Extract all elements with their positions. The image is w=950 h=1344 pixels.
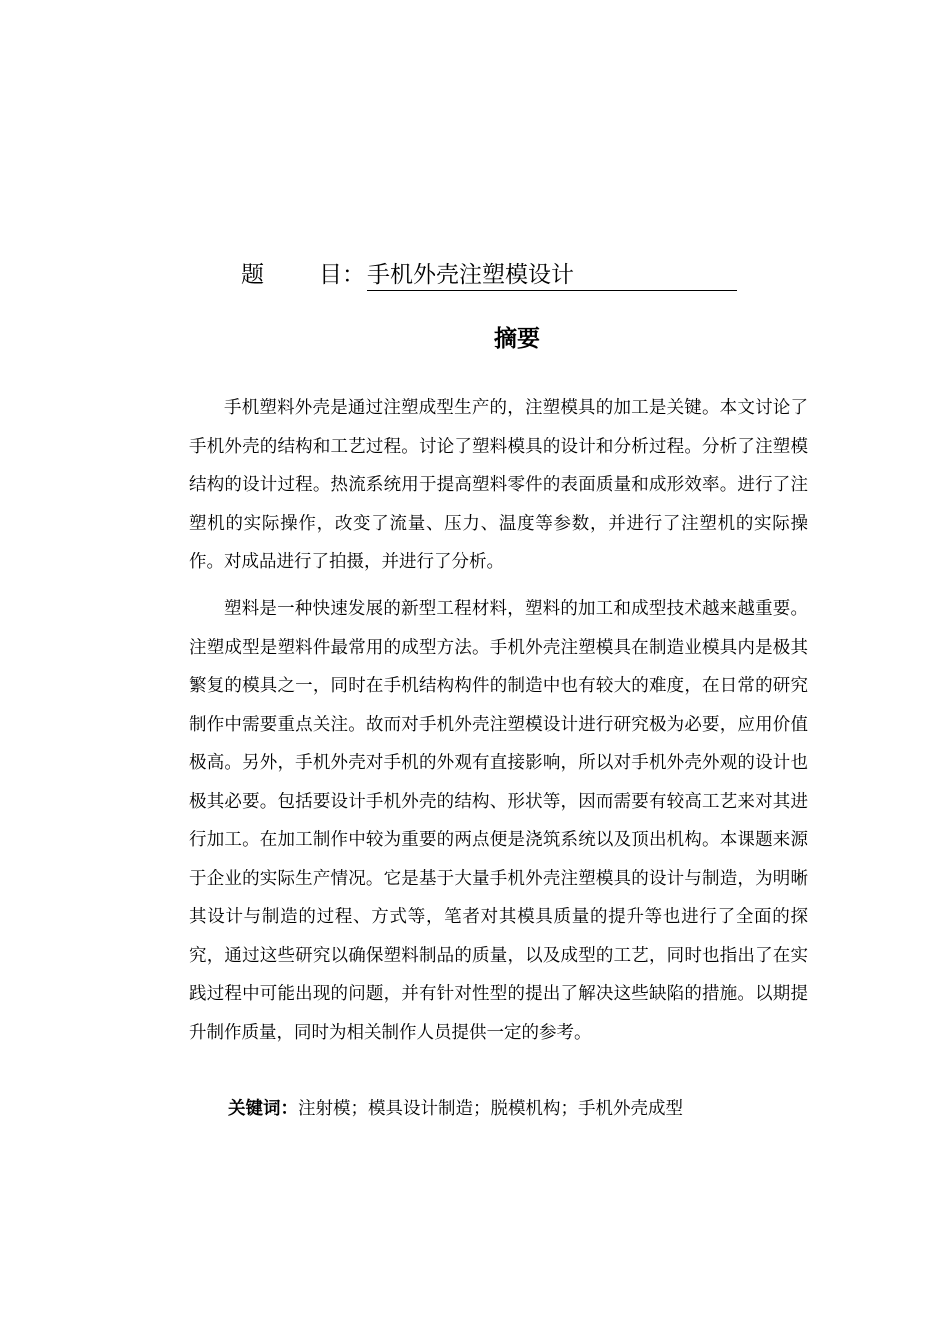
abstract-paragraph-2: 塑料是一种快速发展的新型工程材料，塑料的加工和成型技术越来越重要。注塑成型是塑料件最常用的成型方法。手机外壳注塑模具在制造业模具内是极其繁复的模具之一，同时在手机结构构件的制造中也有较大的难度，在日常的研究制作中需要重点关注。故而对手机外壳注塑模设计进行研究极为必要，应用价值极高。另外，手机外壳对手机的外观有直接影响，所以对手机外壳外观的设计也极其必要。包括要设计手机外壳的结构、形状等，因而需要有较高工艺来对其进行加工。在加工制作中较为重要的两点便是浇筑系统以及顶出机构。本课题来源于企业的实际生产情况。它是基于大量手机外壳注塑模具的设计与制造，为明晰其设计与制造的过程、方式等，笔者对其模具质量的提升等也进行了全面的探究，通过这些研究以确保塑料制品的质量，以及成型的工艺，同时也指出了在实践过程中可能出现的问题，并有针对性型的提出了解决这些缺陷的措施。以期提升制作质量，同时为相关制作人员提供一定的参考。 xyxy=(189,599,808,1043)
title-label-char-1: 题 xyxy=(241,262,264,288)
keywords-line xyxy=(228,1090,683,1128)
title-label-char-2: 目： xyxy=(319,262,365,288)
thesis-title-line xyxy=(241,255,741,295)
thesis-title: 手机外壳注塑模设计 xyxy=(367,260,737,291)
abstract-heading: 摘要 xyxy=(494,325,540,352)
keywords-value: 注射模；模具设计制造；脱模机构；手机外壳成型 xyxy=(298,1099,683,1119)
keywords-label: 关键词： xyxy=(228,1099,298,1119)
abstract-paragraph-1: 手机塑料外壳是通过注塑成型生产的，注塑模具的加工是关键。本文讨论了手机外壳的结构和工艺过程。讨论了塑料模具的设计和分析过程。分析了注塑模结构的设计过程。热流系统用于提高塑料零件的表面质量和成形效率。进行了注塑机的实际操作，改变了流量、压力、温度等参数，并进行了注塑机的实际操作。对成品进行了拍摄，并进行了分析。 xyxy=(189,398,808,572)
title-label xyxy=(241,255,367,295)
